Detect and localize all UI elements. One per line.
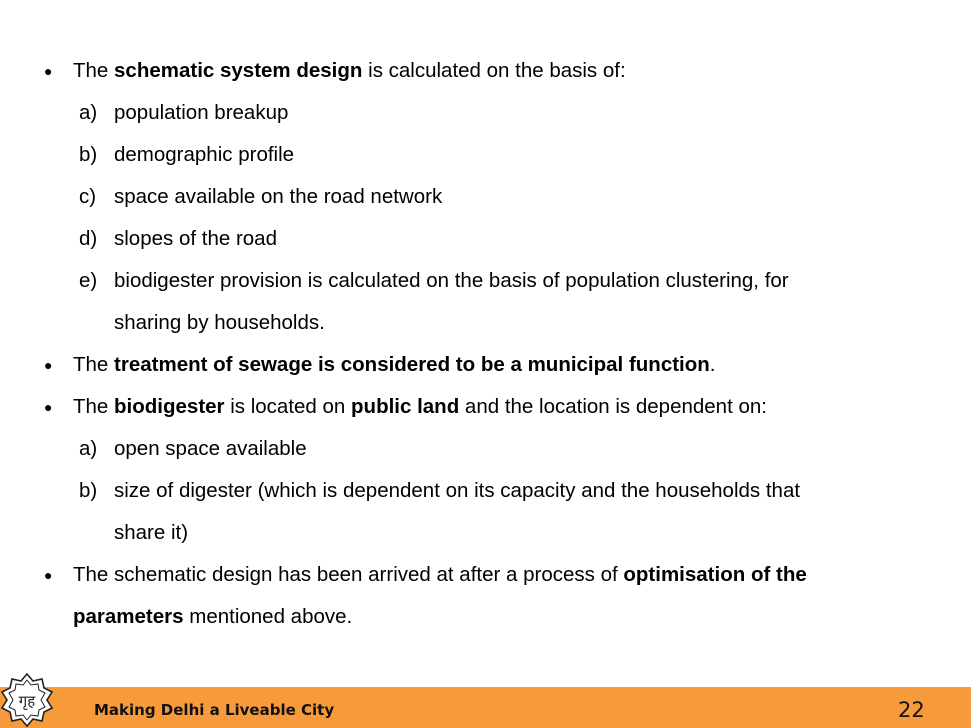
sub-marker: a) (79, 437, 98, 460)
sub-marker: b) (79, 143, 98, 166)
sub-text: space available on the road network (114, 185, 443, 208)
sub-marker: b) (79, 479, 98, 502)
bullet-4-text: The schematic design has been arrived at after a process of optimisation of the (73, 563, 807, 586)
sub-text: demographic profile (114, 143, 295, 166)
sub-text: slopes of the road (114, 227, 277, 250)
bullet-dot: ● (44, 357, 53, 373)
sub-text: size of digester (which is dependent on its capacity and the households that (114, 479, 801, 502)
logo-text: गृह (18, 692, 36, 710)
page-number: 22 (898, 698, 925, 722)
sub-text: population breakup (114, 101, 289, 124)
bullet-4-text: parameters mentioned above. (73, 605, 353, 628)
sub-text: sharing by households. (114, 311, 325, 334)
footer-title: Making Delhi a Liveable City (94, 701, 335, 719)
sub-marker: e) (79, 269, 98, 292)
bullet-dot: ● (44, 567, 53, 583)
sub-marker: d) (79, 227, 98, 250)
bullet-dot: ● (44, 63, 53, 79)
sub-text: biodigester provision is calculated on the basis of population clustering, for (114, 269, 789, 292)
bullet-2-text: The treatment of sewage is considered to be a municipal function. (73, 353, 716, 376)
bullet-dot: ● (44, 399, 53, 415)
bullet-1-text: The schematic system design is calculated on the basis of: (73, 59, 626, 82)
sub-text: share it) (114, 521, 189, 544)
sub-marker: c) (79, 185, 97, 208)
sub-text: open space available (114, 437, 307, 460)
bullet-3-text: The biodigester is located on public land and the location is dependent on: (73, 395, 767, 418)
logo-emblem-icon (0, 672, 54, 728)
sub-marker: a) (79, 101, 98, 124)
